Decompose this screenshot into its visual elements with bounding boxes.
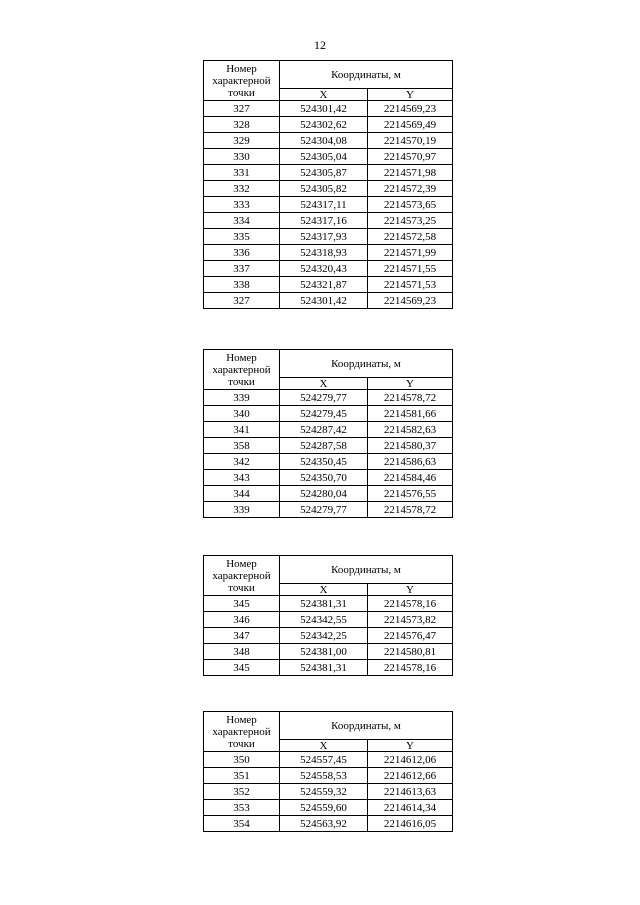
x-coordinate-cell: 524279,77 <box>280 390 368 406</box>
y-coordinate-cell: 2214580,37 <box>368 438 453 454</box>
table-row <box>204 454 453 470</box>
table-row <box>204 628 453 644</box>
table-row <box>204 612 453 628</box>
x-coordinate-cell: 524381,31 <box>280 660 368 676</box>
table-row <box>204 816 453 832</box>
table-row <box>204 644 453 660</box>
y-coordinate-cell: 2214580,81 <box>368 644 453 660</box>
point-number-cell: 336 <box>204 245 280 261</box>
point-number-cell: 339 <box>204 502 280 518</box>
y-coordinate-cell: 2214572,58 <box>368 229 453 245</box>
point-number-cell: 327 <box>204 293 280 309</box>
point-number-cell: 342 <box>204 454 280 470</box>
coordinates-table <box>203 60 453 309</box>
table-row <box>204 133 453 149</box>
x-coordinate-cell: 524557,45 <box>280 752 368 768</box>
table-row <box>204 149 453 165</box>
point-number-cell: 332 <box>204 181 280 197</box>
x-coordinate-cell: 524317,93 <box>280 229 368 245</box>
y-coordinate-cell: 2214571,53 <box>368 277 453 293</box>
x-coordinate-cell: 524302,62 <box>280 117 368 133</box>
x-coordinate-cell: 524342,55 <box>280 612 368 628</box>
table-row <box>204 438 453 454</box>
point-number-cell: 350 <box>204 752 280 768</box>
y-column-header: Y <box>368 584 453 596</box>
point-number-cell: 327 <box>204 101 280 117</box>
y-coordinate-cell: 2214613,63 <box>368 784 453 800</box>
x-coordinate-cell: 524563,92 <box>280 816 368 832</box>
point-number-header: Номер характерной точки <box>204 350 280 390</box>
x-column-header: X <box>280 89 368 101</box>
y-coordinate-cell: 2214570,97 <box>368 149 453 165</box>
point-number-cell: 330 <box>204 149 280 165</box>
point-number-cell: 346 <box>204 612 280 628</box>
table-row <box>204 768 453 784</box>
coordinates-header: Координаты, м <box>280 556 453 584</box>
point-number-cell: 339 <box>204 390 280 406</box>
x-coordinate-cell: 524305,87 <box>280 165 368 181</box>
y-column-header: Y <box>368 89 453 101</box>
point-number-cell: 329 <box>204 133 280 149</box>
x-coordinate-cell: 524279,45 <box>280 406 368 422</box>
point-number-cell: 358 <box>204 438 280 454</box>
table-row <box>204 261 453 277</box>
point-number-cell: 344 <box>204 486 280 502</box>
y-coordinate-cell: 2214578,72 <box>368 502 453 518</box>
y-coordinate-cell: 2214582,63 <box>368 422 453 438</box>
x-coordinate-cell: 524559,32 <box>280 784 368 800</box>
table-row <box>204 390 453 406</box>
x-coordinate-cell: 524279,77 <box>280 502 368 518</box>
y-coordinate-cell: 2214571,55 <box>368 261 453 277</box>
point-number-cell: 347 <box>204 628 280 644</box>
point-number-header: Номер характерной точки <box>204 712 280 752</box>
y-coordinate-cell: 2214570,19 <box>368 133 453 149</box>
x-coordinate-cell: 524301,42 <box>280 101 368 117</box>
coordinates-header: Координаты, м <box>280 61 453 89</box>
table-row <box>204 245 453 261</box>
point-number-cell: 345 <box>204 596 280 612</box>
point-number-cell: 333 <box>204 197 280 213</box>
x-coordinate-cell: 524287,42 <box>280 422 368 438</box>
table-row <box>204 117 453 133</box>
point-number-cell: 352 <box>204 784 280 800</box>
x-coordinate-cell: 524317,11 <box>280 197 368 213</box>
x-coordinate-cell: 524350,70 <box>280 470 368 486</box>
table-row <box>204 596 453 612</box>
table-row <box>204 486 453 502</box>
table-row <box>204 181 453 197</box>
x-coordinate-cell: 524342,25 <box>280 628 368 644</box>
y-coordinate-cell: 2214569,49 <box>368 117 453 133</box>
table-row <box>204 293 453 309</box>
table-row <box>204 752 453 768</box>
y-column-header: Y <box>368 740 453 752</box>
point-number-header: Номер характерной точки <box>204 556 280 596</box>
x-coordinate-cell: 524381,31 <box>280 596 368 612</box>
x-coordinate-cell: 524304,08 <box>280 133 368 149</box>
y-column-header: Y <box>368 378 453 390</box>
table-row <box>204 660 453 676</box>
point-number-cell: 348 <box>204 644 280 660</box>
x-coordinate-cell: 524321,87 <box>280 277 368 293</box>
table-row <box>204 502 453 518</box>
point-number-cell: 340 <box>204 406 280 422</box>
table-row <box>204 422 453 438</box>
y-coordinate-cell: 2214581,66 <box>368 406 453 422</box>
table-row <box>204 213 453 229</box>
table-row <box>204 165 453 181</box>
x-coordinate-cell: 524350,45 <box>280 454 368 470</box>
point-number-cell: 345 <box>204 660 280 676</box>
table-row <box>204 229 453 245</box>
y-coordinate-cell: 2214576,47 <box>368 628 453 644</box>
y-coordinate-cell: 2214576,55 <box>368 486 453 502</box>
x-coordinate-cell: 524305,04 <box>280 149 368 165</box>
x-column-header: X <box>280 740 368 752</box>
y-coordinate-cell: 2214612,66 <box>368 768 453 784</box>
y-coordinate-cell: 2214578,16 <box>368 596 453 612</box>
x-coordinate-cell: 524280,04 <box>280 486 368 502</box>
y-coordinate-cell: 2214573,65 <box>368 197 453 213</box>
y-coordinate-cell: 2214569,23 <box>368 101 453 117</box>
y-coordinate-cell: 2214573,25 <box>368 213 453 229</box>
table-row <box>204 470 453 486</box>
coordinates-table <box>203 555 453 676</box>
x-coordinate-cell: 524317,16 <box>280 213 368 229</box>
y-coordinate-cell: 2214572,39 <box>368 181 453 197</box>
x-coordinate-cell: 524287,58 <box>280 438 368 454</box>
x-coordinate-cell: 524318,93 <box>280 245 368 261</box>
point-number-cell: 354 <box>204 816 280 832</box>
x-coordinate-cell: 524320,43 <box>280 261 368 277</box>
y-coordinate-cell: 2214612,06 <box>368 752 453 768</box>
y-coordinate-cell: 2214584,46 <box>368 470 453 486</box>
point-number-cell: 341 <box>204 422 280 438</box>
point-number-cell: 334 <box>204 213 280 229</box>
y-coordinate-cell: 2214578,16 <box>368 660 453 676</box>
x-column-header: X <box>280 584 368 596</box>
y-coordinate-cell: 2214571,99 <box>368 245 453 261</box>
point-number-cell: 353 <box>204 800 280 816</box>
point-number-cell: 337 <box>204 261 280 277</box>
table-row <box>204 101 453 117</box>
x-coordinate-cell: 524381,00 <box>280 644 368 660</box>
y-coordinate-cell: 2214616,05 <box>368 816 453 832</box>
x-coordinate-cell: 524559,60 <box>280 800 368 816</box>
y-coordinate-cell: 2214578,72 <box>368 390 453 406</box>
point-number-cell: 338 <box>204 277 280 293</box>
page-number: 12 <box>314 38 326 52</box>
x-coordinate-cell: 524301,42 <box>280 293 368 309</box>
x-coordinate-cell: 524558,53 <box>280 768 368 784</box>
x-coordinate-cell: 524305,82 <box>280 181 368 197</box>
point-number-cell: 331 <box>204 165 280 181</box>
y-coordinate-cell: 2214569,23 <box>368 293 453 309</box>
table-row <box>204 784 453 800</box>
coordinates-header: Координаты, м <box>280 712 453 740</box>
point-number-cell: 335 <box>204 229 280 245</box>
table-row <box>204 800 453 816</box>
coordinates-header: Координаты, м <box>280 350 453 378</box>
coordinates-table <box>203 711 453 832</box>
point-number-header: Номер характерной точки <box>204 61 280 101</box>
y-coordinate-cell: 2214571,98 <box>368 165 453 181</box>
point-number-cell: 328 <box>204 117 280 133</box>
y-coordinate-cell: 2214614,34 <box>368 800 453 816</box>
point-number-cell: 351 <box>204 768 280 784</box>
coordinates-table <box>203 349 453 518</box>
table-row <box>204 277 453 293</box>
point-number-cell: 343 <box>204 470 280 486</box>
y-coordinate-cell: 2214573,82 <box>368 612 453 628</box>
table-row <box>204 197 453 213</box>
y-coordinate-cell: 2214586,63 <box>368 454 453 470</box>
x-column-header: X <box>280 378 368 390</box>
table-row <box>204 406 453 422</box>
